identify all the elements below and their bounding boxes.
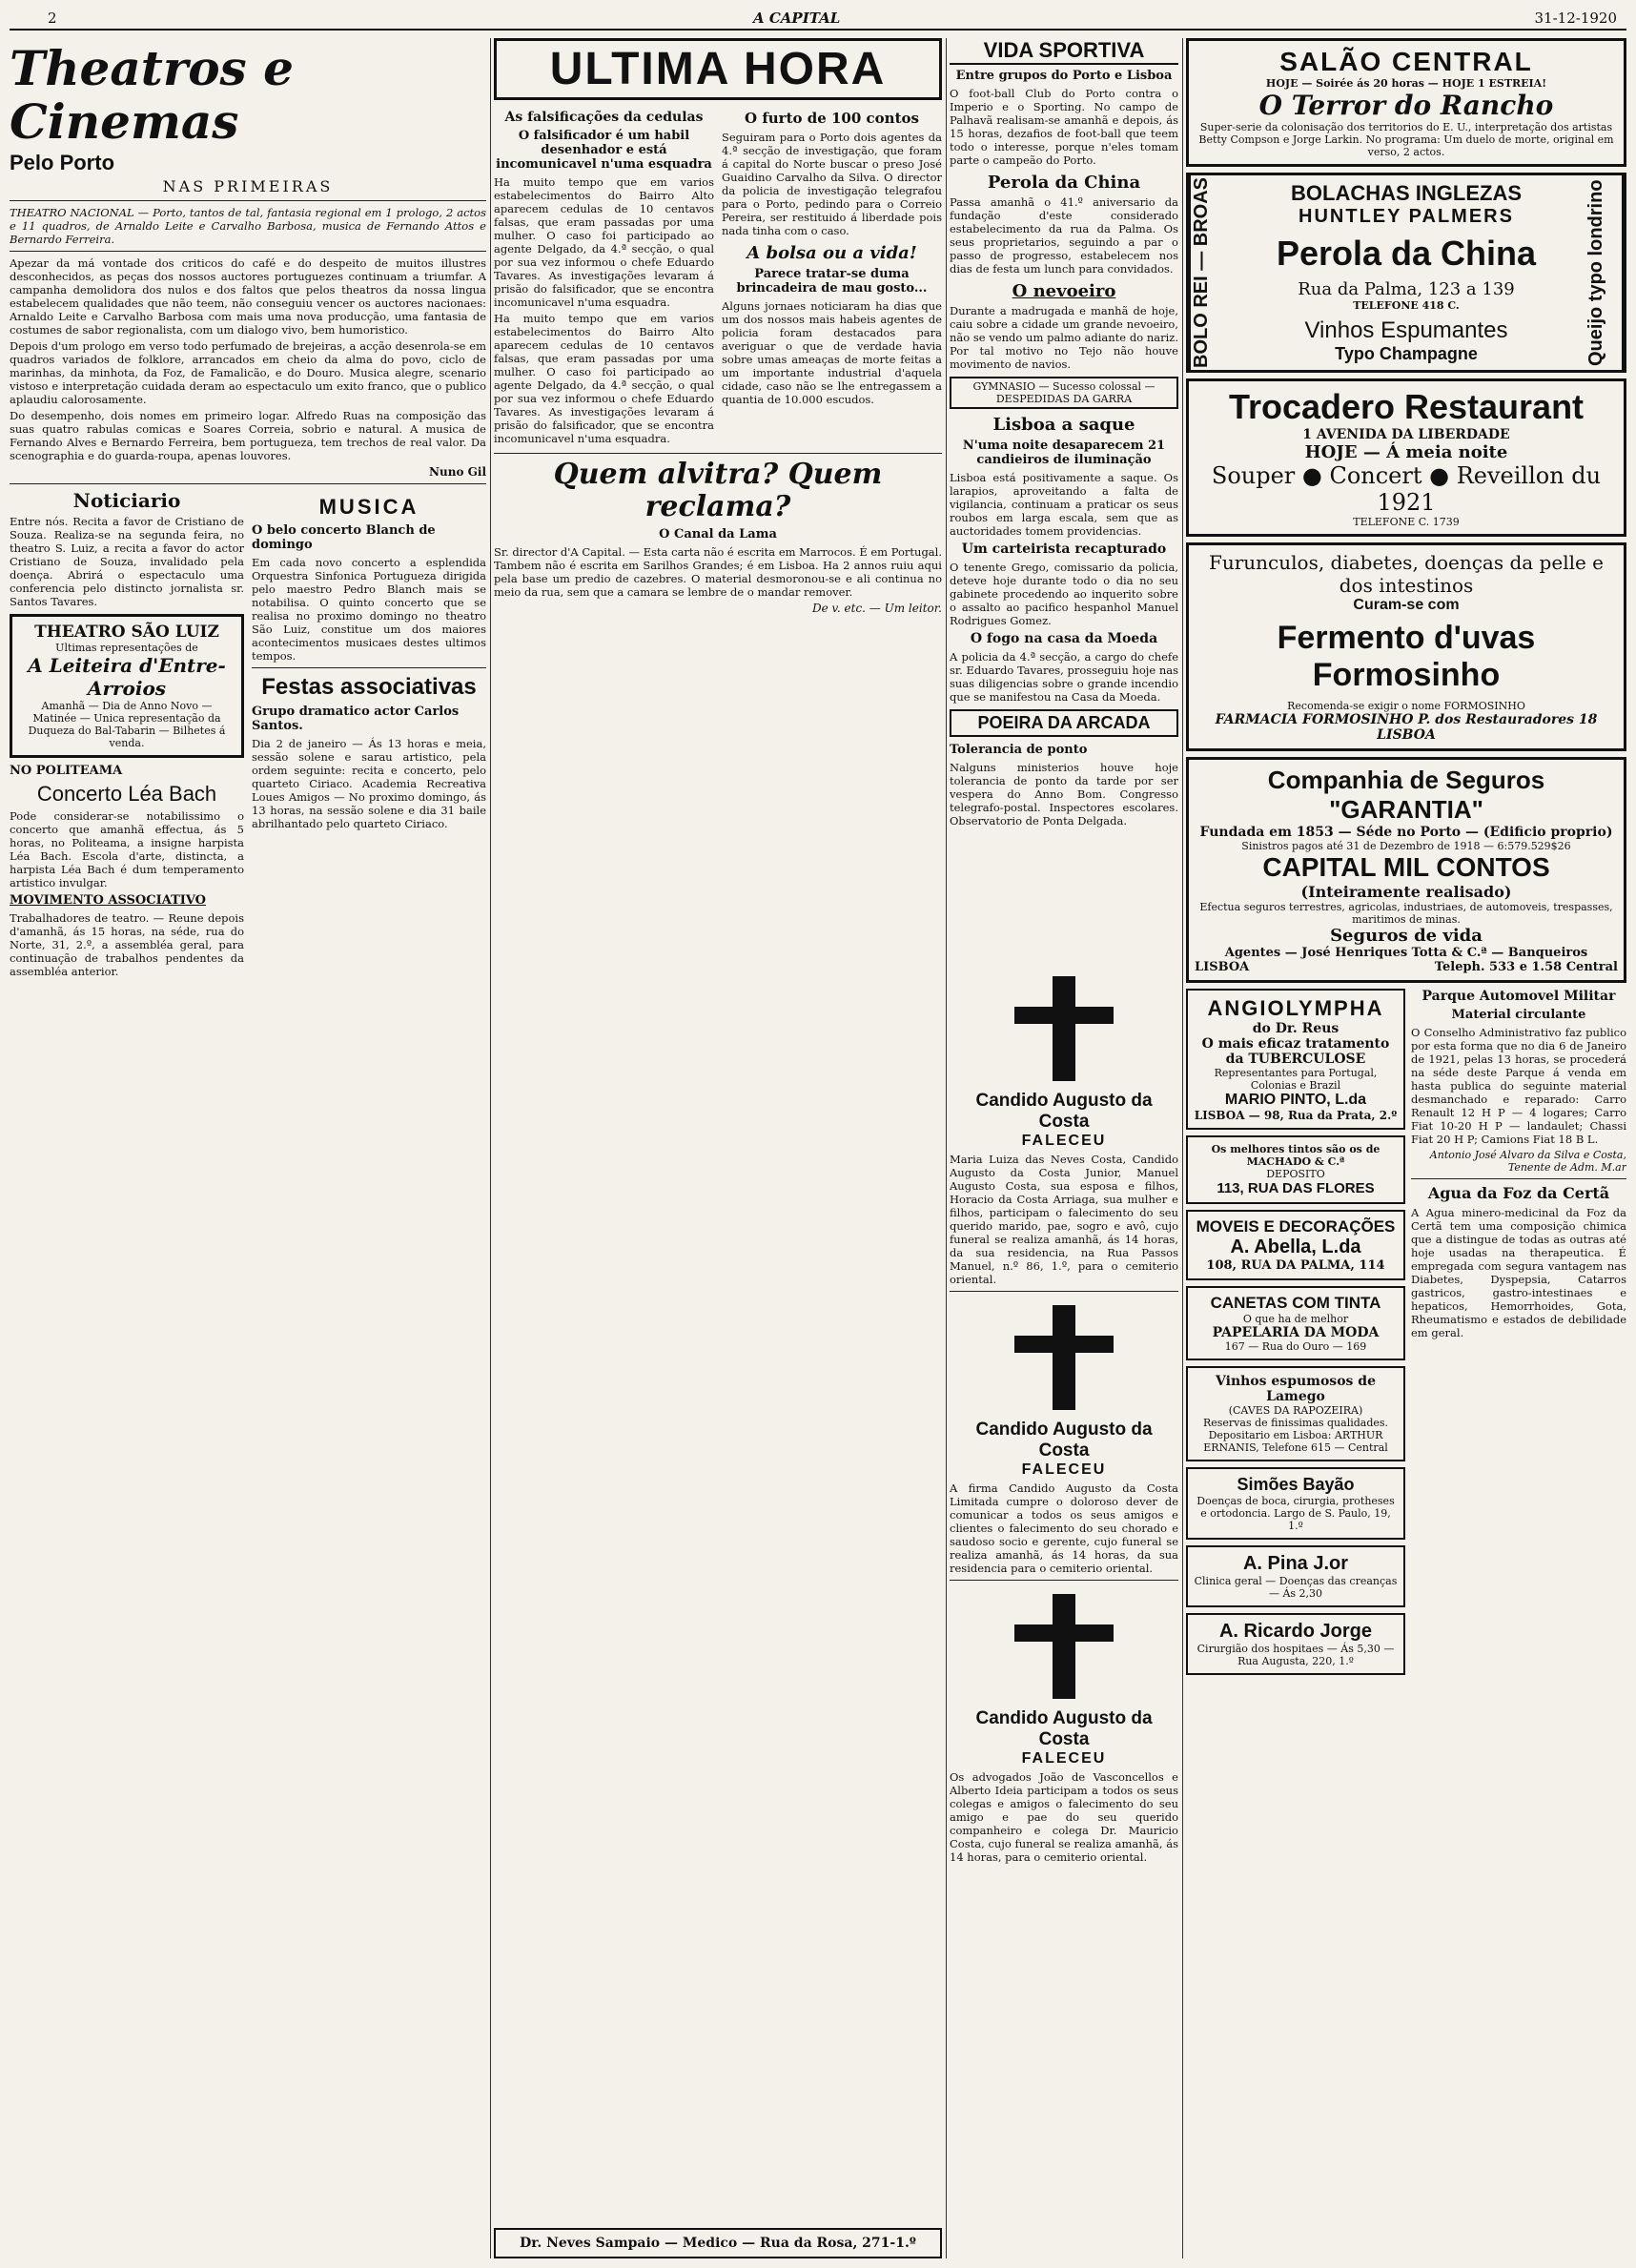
politeama-title: Concerto Léa Bach	[36, 782, 217, 806]
machado-dep: DEPOSITO	[1266, 1168, 1325, 1180]
left-subcolumn	[494, 106, 714, 448]
quem-alvitra-title: Quem alvitra? Quem reclama?	[553, 458, 883, 523]
story-title: Perola da China	[987, 173, 1141, 193]
divider	[494, 453, 942, 454]
column-rule	[1182, 38, 1183, 2258]
pina-name: A. Pina J.or	[1242, 1553, 1349, 1574]
bolachas-title: BOLACHAS INGLEZAS	[1291, 181, 1522, 205]
salao-film: O Terror do Rancho	[1258, 90, 1554, 121]
sao-luiz-title: THEATRO SÃO LUIZ	[34, 623, 219, 642]
canetas-shop: PAPELARIA DA MODA	[1212, 1325, 1380, 1340]
moveis-title: MOVEIS E DECORAÇÕES	[1196, 1217, 1396, 1236]
story-text: Passa amanhã o 41.º aniversario da fundação d'este considerado estabelecimento da rua da Palma. Os seus proprietarios, seguindo a par o passo de progresso, estabelecem nos dias de festa um lunch para convidados.	[950, 195, 1178, 276]
obit-word: FALECEU	[1021, 1461, 1107, 1478]
divider	[10, 251, 486, 252]
canetas-ad	[1186, 1286, 1405, 1360]
obit-name: Candido Augusto da Costa	[975, 1420, 1153, 1461]
column-rule	[946, 38, 947, 2258]
garantia-agents: Agentes — José Henriques Totta & C.ª — Banqueiros	[1224, 946, 1588, 960]
poeira-box	[950, 709, 1178, 737]
story-text: A policia da 4.ª secção, a cargo do chefe sr. Eduardo Tavares, prosseguiu hoje nas suas diligencias sobre o grande incendio que se manifestou na Casa da Moeda.	[950, 650, 1178, 704]
obit-text: A firma Candido Augusto da Costa Limitada cumpre o doloroso dever de comunicar a todos os seus amigos e clientes o falecimento do seu chorado e saudoso socio e gerente, cujo funeral se realiza amanhã, ás 14 horas, da sua residencia para o cemiterio oriental.	[950, 1481, 1178, 1575]
lamego-text: Reservas de finissimas qualidades. Depositario em Lisboa: ARTHUR ERNANIS, Telefone 615 — Central	[1202, 1417, 1389, 1454]
perola-china-ad	[1186, 173, 1626, 373]
parque-sub: Material circulante	[1451, 1008, 1586, 1022]
trocadero-line: HOJE — Á meia noite	[1304, 442, 1508, 462]
obit-word: FALECEU	[1021, 1750, 1107, 1767]
garantia-capital: CAPITAL MIL CONTOS	[1262, 852, 1550, 882]
story-text: Ha muito tempo que em varios estabelecimentos do Bairro Alto aparecem cedulas de 10 centavos falsas, que eram passadas por uma mulher. O caso foi participado ao agente Delgado, da 4.ª secção, o qual por sua vez informou o chefe Eduardo Tavares. As investigações levaram á prisão do falsificador, que se encontra incomunicavel n'uma esquadra.	[494, 312, 714, 445]
perola-ad-body	[1227, 175, 1585, 370]
vinhos-title: Vinhos Espumantes	[1304, 317, 1508, 343]
garantia-text: Efectua seguros terrestres, agricolas, industriaes, de automoveis, trespasses, maritimos de minas.	[1199, 901, 1613, 926]
ricardo-text: Cirurgião dos hospitaes — Ás 5,30 — Rua Augusta, 220, 1.º	[1196, 1643, 1395, 1667]
movimento-title: MOVIMENTO ASSOCIATIVO	[10, 893, 207, 908]
angiolympha-name: ANGIOLYMPHA	[1207, 996, 1384, 1020]
parque-sign: Antonio José Alvaro da Silva e Costa, Tenente de Adm. M.ar	[1429, 1149, 1626, 1174]
divider	[10, 483, 486, 484]
simoes-name: Simões Bayão	[1237, 1475, 1355, 1494]
review-signature: Nuno Gil	[429, 465, 486, 479]
musica-sub: O belo concerto Blanch de domingo	[252, 523, 436, 552]
obituaries	[950, 963, 1178, 2259]
story-sub: O falsificador é um habil desenhador e está incomunicavel n'uma esquadra	[496, 129, 712, 172]
fermento-rec: Recomenda-se exigir o nome FORMOSINHO	[1287, 700, 1525, 712]
moveis-name: A. Abella, L.da	[1230, 1236, 1361, 1257]
canetas-title: CANETAS COM TINTA	[1210, 1294, 1381, 1312]
parque-text: O Conselho Administrativo faz publico por esta forma que no dia 6 de Janeiro de 1921, pelas 13 horas, se procederá na séde deste Parque á venda em hasta publica do seguinte material desmanchado e reparado: Carro Renault 12 H P — 4 logares; Carro Fiat 10-20 H P — landaulet; Chassi Fiat 20 H P; Camions Fiat 18 B L.	[1411, 1026, 1626, 1146]
obit-name: Candido Augusto da Costa	[975, 1708, 1153, 1749]
review-text: Do desempenho, dois nomes em primeiro logar. Alfredo Ruas na composição das suas quatro rabulas comicas e Soares Correia, sobrio e natural. A musica de Fernando Alves e Bernardo Ferreira, bem portugueza, tem trechos de real valor. Da scenographia e do guarda-roupa, apenas louvores.	[10, 409, 486, 462]
pina-ad	[1186, 1545, 1405, 1607]
right-subcolumn	[722, 106, 942, 448]
fermento-pharmacy: FARMACIA FORMOSINHO P. dos Restauradores 18 LISBOA	[1215, 712, 1598, 743]
paper-name: A CAPITAL	[753, 10, 841, 27]
trocadero-address: 1 AVENIDA DA LIBERDADE	[1302, 427, 1510, 442]
cross-icon	[1053, 1305, 1075, 1410]
fermento-name: Fermento d'uvas Formosinho	[1277, 620, 1536, 693]
noticiario-text: Entre nós. Recita a favor de Cristiano de Souza. Realiza-se na segunda feira, no theatro S. Luiz, a recita a favor do actor Cristiano de Souza, invalidado pela doença. Abrirá o espectaculo uma conferencia pelo distincto jornalista sr. Santos Tavares.	[10, 515, 244, 608]
ultima-hora-masthead: ULTIMA HORA	[549, 44, 887, 94]
angiolympha-agent: MARIO PINTO, L.da	[1224, 1092, 1367, 1108]
obituary	[950, 976, 1178, 1286]
story-title: A bolsa ou a vida!	[746, 243, 917, 263]
gymnasio-ad: GYMNASIO — Sucesso colossal — DESPEDIDAS DA GARRA	[950, 377, 1178, 409]
story-sub: N'uma noite desaparecem 21 candieiros de iluminação	[962, 439, 1166, 467]
garantia-name: Companhia de Seguros "GARANTIA"	[1267, 766, 1545, 824]
canetas-address: 167 — Rua do Ouro — 169	[1224, 1340, 1367, 1353]
sao-luiz-info: Amanhã — Dia de Anno Novo — Matinée — Unica representação da Duqueza do Bal-Tabarin — Bilhetes á venda.	[28, 700, 226, 749]
poeira-title: POEIRA DA ARCADA	[977, 713, 1151, 732]
garantia-sinistros: Sinistros pagos até 31 de Dezembro de 1918 — 6:579.529$26	[1241, 840, 1571, 852]
left-subcolumn	[10, 489, 244, 981]
cross-icon	[1053, 976, 1075, 1081]
noticiario-title: Noticiario	[72, 489, 181, 512]
theatros-masthead: Theatros e Cinemas	[10, 40, 294, 150]
pina-text: Clinica geral — Doenças das creanças — Ás 2,30	[1194, 1575, 1398, 1600]
huntley-brand: HUNTLEY PALMERS	[1299, 206, 1514, 227]
ultima-hora-masthead-box	[494, 38, 942, 100]
obit-text: Os advogados João de Vasconcellos e Alberto Ideia participam a todos os seus colegas e amigos o falecimento do seu amigo e pae do seu querido companheiro e colega Dr. Mauricio Costa, cujo funeral se realiza amanhã, ás 14 horas, para o cemiterio oriental.	[950, 1770, 1178, 1864]
divider	[950, 1291, 1178, 1292]
festas-sub: Grupo dramatico actor Carlos Santos.	[252, 705, 460, 733]
review-text: Apezar da má vontade dos criticos do café e do despeito de muitos illustres desconhecidos, as peças dos nossos auctores portuguezes continuam a triumfar. A campanha demolidora dos nulos e dos faltos que pelos theatros da nossa lingua estabelecem qualidades que não teem, não conseguiu vencer os auctores nacionaes: Arnaldo Leite e Carvalho Barbosa com mais uma nova producção, uma fantasia de costumes de sabor regionalista, com um dialogo vivo, bem humoristico.	[10, 256, 486, 337]
page-header	[10, 8, 1626, 31]
bottom-ads	[1186, 989, 1626, 1681]
review-text: Depois d'um prologo em verso todo perfumado de brejeiras, a acção desenrola-se em quadros variados de folklore, arrancados em cheio da alma do povo, ciclo de marinhas, da minhota, da Foz, de Famalicão, e do Douro. Musica alegre, scenario vistoso e interpretação cuidada deram ao espectaculo um exito franco, que o publico aplaudiu calorosamente.	[10, 339, 486, 406]
parque-title: Parque Automovel Militar	[1421, 989, 1616, 1004]
salao-line: HOJE — Soirée ás 20 horas — HOJE 1 ESTREIA!	[1265, 77, 1547, 90]
ads-column	[1186, 38, 1626, 2258]
story-title: O furto de 100 contos	[745, 110, 919, 127]
vida-sportiva-masthead: VIDA SPORTIVA	[950, 38, 1178, 65]
simoes-ad	[1186, 1467, 1405, 1540]
ricardo-ad	[1186, 1613, 1405, 1675]
trocadero-items: Souper ● Concert ● Reveillon du 1921	[1211, 462, 1602, 516]
lamego-sub: (CAVES DA RAPOZEIRA)	[1228, 1404, 1363, 1417]
musica-text: Em cada novo concerto a esplendida Orquestra Sinfonica Portugueza dirigida pelo maestro Pedro Blanch mais se notabilisa. O quinto concerto que se realisa no proximo domingo no theatro São Luiz, constitue um dos maiores acontecimentos musicaes destes ultimos tempos.	[252, 556, 486, 663]
simoes-text: Doenças de boca, cirurgia, protheses e ortodoncia. Largo de S. Paulo, 19, 1.º	[1196, 1495, 1395, 1532]
moveis-ad	[1186, 1210, 1405, 1280]
perola-name: Perola da China	[1276, 234, 1537, 273]
trocadero-name: Trocadero Restaurant	[1228, 387, 1585, 426]
obit-text: Maria Luiza das Neves Costa, Candido Augusto da Costa Junior, Manuel Augusto Costa, sua esposa e filhos, Horacio da Costa Arriaga, sua mulher e filhos, participam o falecimento do seu querido marido, pae, sogro e avô, cujo funeral se realiza amanhã, ás 14 horas, da sua residencia, na Rua Passos Manuel, n.º 86, 1.º, para o cemiterio oriental.	[950, 1153, 1178, 1286]
sao-luiz-ad	[10, 614, 244, 758]
quem-alvitra-text: Sr. director d'A Capital. — Esta carta não é escrita em Marrocos. É em Portugal. Tambem não é escrita em Sarilhos Grandes; é em Lisboa. Ha 2 annos ruiu aqui pela base um predio de cazebres. O material desmoronou-se e ali continua no meio da rua, sem que a camara se lembre de o mandar remover.	[494, 545, 942, 599]
garantia-founded: Fundada em 1853 — Séde no Porto — (Edificio proprio)	[1199, 825, 1613, 840]
garantia-capital-note: (Inteiramente realisado)	[1300, 883, 1512, 901]
obit-word: FALECEU	[1021, 1133, 1107, 1149]
ultima-hora-column	[494, 38, 942, 2258]
politeama-text: Pode considerar-se notabilissimo o concerto que amanhã effectua, ás 5 horas, no Politeama, a insigne harpista Léa Bach. Escola d'arte, distincta, a harpista Léa Bach é dum temperamento artistico invulgar.	[10, 809, 244, 889]
trocadero-phone: TELEFONE C. 1739	[1353, 516, 1460, 528]
bottom-ads-left	[1186, 989, 1405, 1681]
bottom-ads-right	[1411, 989, 1626, 1681]
divider	[252, 667, 486, 668]
sao-luiz-line: Ultimas representações de	[55, 642, 198, 654]
vinhos-sub: Typo Champagne	[1335, 344, 1478, 363]
foz-text: A Agua minero-medicinal da Foz da Certã tem uma composição chimica que a distingue de todas as outras até hoje usadas na therapeutica. É empregada com segura vantagem nas Diabetes, Dyspepsia, Catarros gastricos, gastro-intestinaes e hepaticos, Hemorrhoides, Gota, Rheumatismo e estados de debilidade em geral.	[1411, 1206, 1626, 1339]
divider	[10, 200, 486, 201]
story-text: Lisboa está positivamente a saque. Os larapios, aproveitando a falta de vigilancia, continuam a praticar os seus roubos em larga escala, sem que as auctoridades tomem providencias.	[950, 471, 1178, 538]
garantia-vida: Seguros de vida	[1330, 926, 1483, 946]
quem-alvitra-sign: De v. etc. — Um leitor.	[812, 602, 942, 615]
story-text: O foot-ball Club do Porto contra o Imperio e o Sporting. No campo de Palhavã realisam-se amanhã e depois, ás 15 horas, dezafios de foot-ball que teem todo o interesse, porque n'eles tomam parte o campeão do Porto.	[950, 87, 1178, 167]
lamego-title: Vinhos espumosos de Lamego	[1216, 1374, 1376, 1404]
garantia-ad	[1186, 757, 1626, 983]
perola-address: Rua da Palma, 123 a 139	[1298, 279, 1515, 299]
story-text: O tenente Grego, comissario da policia, deteve hoje durante todo o dia no seu gabinete procedendo ao inquerito sobre o assalto ao pacifico hespanhol Manuel Rodrigues Gomez.	[950, 561, 1178, 627]
movimento-text: Trabalhadores de teatro. — Reune depois d'amanhã, ás 15 horas, na séde, rua do Norte, 31, 2.º, a assembléa geral, para continuação de trabalhos pendentes da assembléa anterior.	[10, 911, 244, 978]
angiolympha-by: do Dr. Reus	[1252, 1021, 1339, 1036]
machado-address: 113, RUA DAS FLORES	[1217, 1180, 1375, 1196]
salao-text: Super-serie da colonisação dos territorios do E. U., interpretação dos artistas Betty Compson e Jorge Larkin. No programa: Um duelo de morte, original em verso, 2 actos.	[1198, 121, 1614, 158]
section-subhead: NAS PRIMEIRAS	[162, 177, 334, 195]
salao-central-ad	[1186, 38, 1626, 167]
trocadero-ad	[1186, 378, 1626, 537]
festas-text: Dia 2 de janeiro — Ás 13 horas e meia, sessão solene e sarau artistico, pela ordem seguinte: recita e concerto, pelo quarteto Ciriaco. Academia Recreativa Loues Amigos — No proximo domingo, ás 13 horas, na sessão solene e dia 31 baile abrilhantado pelo quarteto Ciriaco.	[252, 737, 486, 830]
cross-icon	[1053, 1594, 1075, 1699]
fermento-ad	[1186, 542, 1626, 751]
poeira-text: Nalguns ministerios houve hoje tolerancia de ponto da tarde por ser vespera do Anno Bom. Congresso telegrafo-postal. Inspectores escolares. Observatorio de Ponta Delgada.	[950, 761, 1178, 828]
quem-alvitra-sub: O Canal da Lama	[659, 527, 777, 541]
garantia-contact	[1195, 960, 1618, 974]
story-title: Entre grupos do Porto e Lisboa	[955, 69, 1173, 83]
sao-luiz-play: A Leiteira d'Entre-Arroios	[28, 654, 226, 700]
foz-title: Agua da Foz da Certã	[1427, 1184, 1610, 1202]
garantia-phone: Teleph. 533 e 1.58 Central	[1434, 960, 1618, 974]
fermento-cure: Curam-se com	[1353, 597, 1460, 613]
salao-title: SALÃO CENTRAL	[1279, 47, 1533, 76]
obituary	[950, 1305, 1178, 1575]
theatres-column	[10, 38, 486, 2258]
obit-name: Candido Augusto da Costa	[975, 1091, 1153, 1132]
poeira-sub: Tolerancia de ponto	[950, 743, 1088, 757]
angiolympha-line: O mais eficaz tratamento da TUBERCULOSE	[1201, 1036, 1390, 1067]
story-title: O fogo na casa da Moeda	[970, 631, 1158, 646]
angiolympha-rep: Representantes para Portugal, Colonias e Brazil	[1214, 1067, 1378, 1092]
obituary	[950, 1594, 1178, 1864]
musica-title: MUSICA	[318, 495, 419, 519]
story-sub: Parece tratar-se duma brincadeira de mau gosto...	[736, 267, 928, 296]
doctor-ad-text: Dr. Neves Sampaio — Medico — Rua da Rosa, 271-1.º	[520, 2236, 916, 2251]
moveis-address: 108, RUA DA PALMA, 114	[1206, 1258, 1385, 1273]
bolo-rei-side: BOLO REI — BROAS	[1189, 175, 1227, 370]
right-subcolumn	[252, 489, 486, 981]
machado-ad	[1186, 1135, 1405, 1204]
machado-text: Os melhores tintos são os de MACHADO & C.ª	[1211, 1143, 1380, 1168]
story-title: Um carteirista recapturado	[961, 541, 1167, 557]
review-intro: THEATRO NACIONAL — Porto, tantos de tal, fantasia regional em 1 prologo, 2 actos e 11 quadros, de Arnaldo Leite e Carvalho Barbosa, musica de Fernando Attos e Bernardo Ferreira.	[10, 206, 486, 246]
divider	[1411, 1178, 1626, 1179]
canetas-sub: O que ha de melhor	[1242, 1313, 1349, 1325]
lamego-ad	[1186, 1366, 1405, 1461]
angiolympha-address: LISBOA — 98, Rua da Prata, 2.º	[1194, 1109, 1398, 1122]
ricardo-name: A. Ricardo Jorge	[1218, 1621, 1373, 1642]
story-text: Seguiram para o Porto dois agentes da 4.ª secção de investigação, que foram á capital do Norte buscar o preso José Guaidino Carvalho da Silva. O director da policia de investigação telegrafou para o Porto, pedindo para o Correio Pereira, ser restituido á liberdade pois nada tinha com o caso.	[722, 131, 942, 237]
story-title: O nevoeiro	[1012, 281, 1116, 301]
politeama-head: NO POLITEAMA	[10, 764, 123, 778]
story-title: Lisboa a saque	[992, 415, 1135, 435]
story-text: Alguns jornaes noticiaram ha dias que um dos nossos mais habeis agentes de policia foram destacados para averiguar o que de verdade havia sobre umas ameaças de morte feitas a um importante industrial d'aquela cidade, caso não se lhe entregassem a quantia de 10.000 escudos.	[722, 299, 942, 406]
fermento-top: Furunculos, diabetes, doenças da pelle e dos intestinos	[1208, 551, 1605, 597]
doctor-ad	[494, 2228, 942, 2258]
queijo-side: Queijo typo londrino	[1585, 175, 1624, 370]
divider	[950, 1580, 1178, 1581]
festas-title: Festas associativas	[261, 674, 477, 700]
perola-phone: TELEFONE 418 C.	[1353, 299, 1460, 312]
column-rule	[490, 38, 491, 2258]
story-title: As falsificações da cedulas	[504, 110, 704, 125]
issue-date: 31-12-1920	[1534, 10, 1617, 27]
page-number: 2	[48, 10, 57, 27]
angiolympha-ad	[1186, 989, 1405, 1130]
section-title: Pelo Porto	[10, 151, 115, 174]
story-text: Ha muito tempo que em varios estabelecimentos do Bairro Alto aparecem cedulas de 10 centavos falsas, que eram passadas por uma mulher. O caso foi participado ao agente Delgado, da 4.ª secção, o qual por sua vez informou o chefe Eduardo Tavares. As investigações levaram á prisão do falsificador, que se encontra incomunicavel n'uma esquadra.	[494, 175, 714, 309]
story-text: Durante a madrugada e manhã de hoje, caiu sobre a cidade um grande nevoeiro, não se vendo um palmo adiante do nariz. Por tal motivo no Tejo não houve movimento de navios.	[950, 304, 1178, 371]
garantia-city: LISBOA	[1195, 960, 1250, 974]
